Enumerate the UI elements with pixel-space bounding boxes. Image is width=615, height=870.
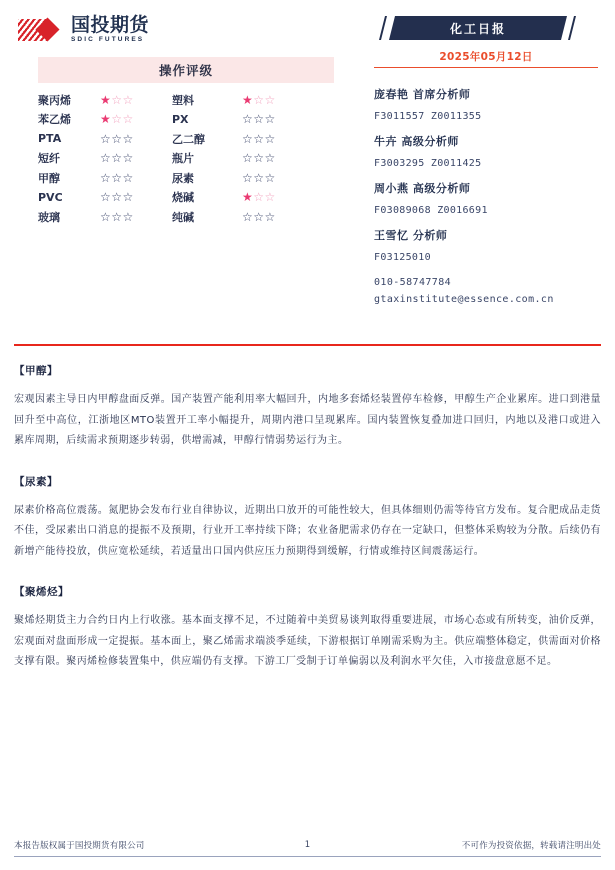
rating-star: ☆ (264, 151, 276, 166)
analyst-name: 牛卉 高级分析师 (374, 135, 459, 148)
footer-page-number: 1 (304, 840, 311, 850)
rating-star: ☆ (264, 92, 276, 107)
rating-right-stars (234, 132, 314, 146)
rating-right-label: 乙二醇 (172, 132, 205, 146)
analyst-name: 庞春艳 首席分析师 (374, 88, 471, 101)
rating-star: ☆ (242, 209, 254, 224)
rating-left-stars (100, 93, 172, 107)
rating-star: ☆ (122, 151, 134, 166)
rating-right-stars (234, 190, 314, 204)
rating-left-label: 短纤 (38, 152, 60, 166)
rating-row (38, 168, 334, 188)
rating-right-stars (234, 151, 314, 165)
badge-label: 化工日报 (449, 21, 506, 36)
analyst-name: 王雪忆 分析师 (374, 229, 448, 242)
rating-right-stars (234, 210, 314, 224)
rating-left-stars (100, 112, 172, 126)
analyst-list (374, 86, 598, 263)
analyst-license-code: F3011557 Z0011355 (374, 111, 482, 122)
rating-star: ☆ (122, 190, 134, 205)
rating-star: ☆ (111, 112, 123, 127)
rating-star: ☆ (264, 131, 276, 146)
rating-title: 操作评级 (158, 63, 213, 78)
report-type-badge (374, 16, 598, 40)
rating-star: ★ (242, 190, 254, 205)
footer-divider (14, 856, 601, 857)
rating-right-label: 尿素 (172, 171, 194, 185)
rating-star: ☆ (264, 190, 276, 205)
rating-star: ☆ (100, 209, 112, 224)
section-body-text: 聚烯烃期货主力合约日内上行收涨。基本面支撑不足，不过随着中美贸易谈判取得重要进展，市场心态或有所转变，油价反弹，宏观面对盘面形成一定提振。基本面上，聚乙烯需求端淡季延续，下游根据订单刚需采购为主。供应端整体稳定，供需面对价格支撑有限。聚丙烯检修装置集中，供应端仍有支撑。下游工厂受制于订单偏弱以及利润水平欠佳，入市接盘意愿不足。 (14, 615, 601, 667)
rating-star: ☆ (122, 112, 134, 127)
header-divider (14, 344, 601, 346)
rating-right-stars (234, 171, 314, 185)
section-heading: 【聚烯烃】 (14, 586, 69, 598)
report-date: 2025年05月12日 (439, 51, 533, 63)
operation-rating-card (38, 57, 334, 227)
sdic-diamond-stripes-logo (18, 17, 64, 43)
rating-left-stars (100, 171, 172, 185)
footer-disclaimer: 不可作为投资依据，转载请注明出处 (461, 841, 601, 851)
rating-star: ☆ (122, 170, 134, 185)
analyst-license-code: F03089068 Z0016691 (374, 205, 488, 216)
rating-row-list (38, 90, 334, 227)
section-body-text: 宏观因素主导日内甲醇盘面反弹。国产装置产能利用率大幅回升，内地多套烯烃装置停车检修，甲醇生产企业累库。进口到港量回升至中高位，江浙地区MTO装置开工率小幅提升，周期内港口呈现累库。国内装置恢复叠加进口回归，内地以及港口或进入累库周期，后续需求预期逐步转弱，供增需减，甲醇行情弱势运行为主。 (14, 394, 601, 446)
rating-left-label: 苯乙烯 (38, 113, 71, 127)
contact-email[interactable]: gtaxinstitute@essence.com.cn (374, 294, 554, 305)
rating-right-label: 瓶片 (172, 152, 194, 166)
section-body-text: 尿素价格高位震荡。氮肥协会发布行业自律协议，近期出口放开的可能性较大，但具体细则仍需等待官方发布。复合肥成品走货不佳，受尿素出口消息的提振不及预期，行业开工率持续下降；农业备肥需求仍存在一定缺口，但整体采购较为分散。后续仍有新增产能待投放，供应宽松延续，若适量出口国内供应压力预期得到缓解，行情或维持区间震荡运行。 (14, 504, 601, 557)
rating-star: ☆ (100, 170, 112, 185)
rating-star: ☆ (242, 151, 254, 166)
rating-star: ☆ (122, 209, 134, 224)
rating-star: ☆ (253, 190, 265, 205)
rating-star: ☆ (253, 92, 265, 107)
rating-star: ☆ (253, 112, 265, 127)
rating-row (38, 207, 334, 227)
rating-left-stars (100, 132, 172, 146)
rating-star: ★ (100, 112, 112, 127)
rating-star: ☆ (253, 170, 265, 185)
rating-star: ☆ (100, 190, 112, 205)
rating-star: ☆ (111, 151, 123, 166)
rating-star: ☆ (253, 151, 265, 166)
rating-left-label: PTA (38, 132, 62, 146)
rating-star: ☆ (100, 151, 112, 166)
contact-phone: 010-58747784 (374, 277, 452, 288)
footer-row (14, 839, 601, 851)
rating-row (38, 129, 334, 149)
contact-block (374, 277, 598, 305)
rating-left-label: 甲醇 (38, 171, 60, 185)
rating-title-band (38, 57, 334, 83)
rating-row (38, 110, 334, 130)
rating-star: ☆ (253, 209, 265, 224)
rating-star: ☆ (242, 170, 254, 185)
brand-name-cn: 国投期货 (71, 14, 150, 36)
commentary-section (14, 584, 601, 673)
section-heading: 【甲醇】 (14, 365, 58, 377)
rating-row (38, 90, 334, 110)
rating-right-stars (234, 93, 314, 107)
rating-left-stars (100, 151, 172, 165)
badge-right-tick (568, 16, 576, 40)
date-underline (374, 67, 598, 68)
rating-star: ☆ (122, 131, 134, 146)
rating-left-label: 玻璃 (38, 210, 60, 224)
rating-left-stars (100, 210, 172, 224)
rating-star: ☆ (111, 92, 123, 107)
rating-left-label: 聚丙烯 (38, 93, 71, 107)
rating-star: ☆ (111, 131, 123, 146)
rating-row (38, 188, 334, 208)
rating-right-label: PX (172, 112, 189, 126)
rating-star: ☆ (253, 131, 265, 146)
rating-star: ★ (242, 92, 254, 107)
brand-name-en: SDIC FUTURES (71, 36, 145, 43)
rating-right-label: 烧碱 (172, 191, 194, 205)
rating-right-stars (234, 112, 314, 126)
rating-left-stars (100, 190, 172, 204)
rating-star: ☆ (242, 112, 254, 127)
rating-row (38, 149, 334, 169)
analyst-license-code: F03125010 (374, 252, 431, 263)
brand-name-group (71, 16, 149, 44)
rating-star: ☆ (264, 112, 276, 127)
rating-star: ☆ (111, 209, 123, 224)
rating-star: ☆ (264, 209, 276, 224)
commentary-sections (14, 363, 601, 695)
footer-copyright: 本报告版权属于国投期货有限公司 (14, 841, 145, 851)
rating-star: ★ (100, 92, 112, 107)
rating-left-label: PVC (38, 190, 63, 204)
rating-star: ☆ (122, 92, 134, 107)
brand-logo (18, 16, 149, 44)
rating-star: ☆ (111, 190, 123, 205)
section-heading: 【尿素】 (14, 475, 58, 488)
rating-star: ☆ (242, 131, 254, 146)
badge-left-tick (379, 16, 387, 40)
report-info-panel (374, 16, 598, 311)
analyst-name: 周小燕 高级分析师 (374, 182, 471, 195)
rating-star: ☆ (264, 170, 276, 185)
report-header (0, 0, 615, 330)
commentary-section (14, 363, 601, 452)
commentary-section (14, 474, 601, 563)
rating-star: ☆ (111, 170, 123, 185)
rating-star: ☆ (100, 131, 112, 146)
rating-right-label: 塑料 (172, 93, 194, 107)
analyst-license-code: F3003295 Z0011425 (374, 158, 482, 169)
rating-right-label: 纯碱 (172, 210, 194, 224)
